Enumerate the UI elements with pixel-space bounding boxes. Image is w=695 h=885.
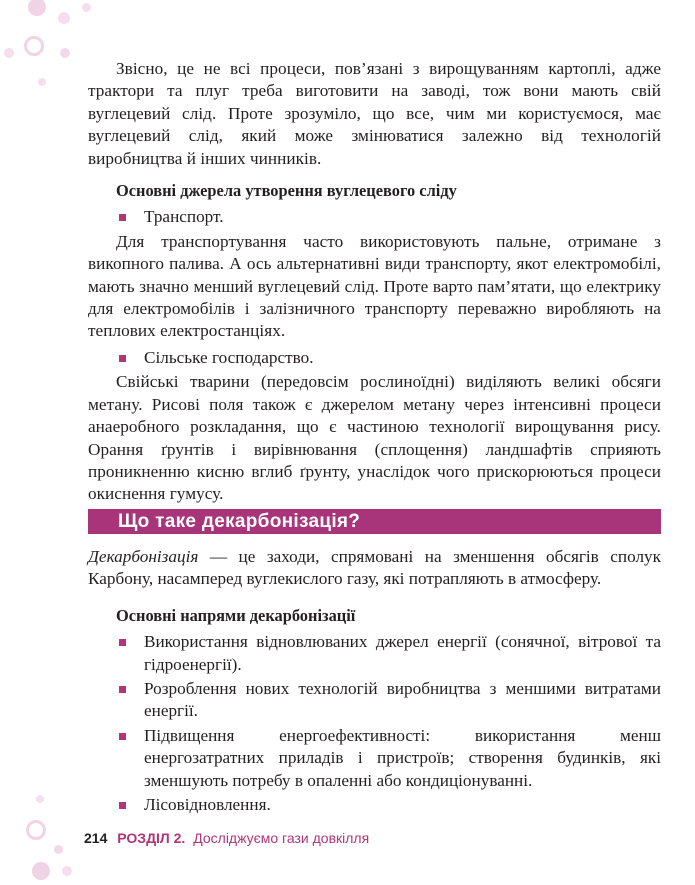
- section-name: Досліджуємо гази довкілля: [193, 830, 370, 846]
- bullet-square-icon: [119, 214, 126, 221]
- definition-text: — це заходи, спрямовані на зменшення обсягів сполук Карбону, насамперед вуглекислого газу, які потрапляють в атмосферу.: [88, 547, 661, 589]
- direction-text: Лісовідновлення.: [144, 795, 271, 815]
- direction-item: [88, 678, 661, 723]
- bullet-square-icon: [119, 639, 126, 646]
- bullet-transport-label: Транспорт.: [144, 207, 224, 227]
- agriculture-paragraph: Свійські тварини (передовсім рослиноїдні) виділяють великі обсяги метану. Рисові поля також є джерелом метану через інтенсивні процеси анаеробного розкладання, що є частиною технології вирощування рису. Орання ґрунтів і вирівнювання (сплощення) ландшафтів сприяють проникненню кисню вглиб ґрунту, унаслідок чого прискорюються процеси окиснення гумусу.: [88, 372, 661, 504]
- section-banner: [88, 509, 661, 534]
- bullet-square-icon: [119, 355, 126, 362]
- definition-paragraph: [88, 546, 661, 591]
- bullet-agriculture: [88, 347, 661, 369]
- section-label: РОЗДІЛ 2.: [117, 830, 186, 846]
- decarbonization-block: [88, 546, 661, 816]
- sources-heading: Основні джерела утворення вуглецевого сліду: [116, 181, 457, 201]
- intro-paragraph: Звісно, це не всі процеси, пов’язані з вирощуванням картоплі, адже трактори та плуг треба виготовити на заводі, тож вони мають свій вуглецевий слід. Проте зрозуміло, що все, чим ми користуємося, має вуглецевий слід, який може змінюватися залежно від технологій виробництва й інших чинників.: [88, 59, 661, 168]
- directions-heading: Основні напрями декарбонізації: [116, 605, 356, 625]
- bullet-agriculture-label: Сільське господарство.: [144, 347, 314, 367]
- section-title: Що таке декарбонізація?: [118, 511, 361, 532]
- bullet-square-icon: [119, 686, 126, 693]
- direction-text: Використання відновлюваних джерел енергії (сонячної, вітрової та гідроенергії).: [144, 632, 661, 674]
- top-text-block: [88, 58, 661, 506]
- definition-term: Декарбонізація: [88, 547, 199, 566]
- bullet-transport: [88, 206, 661, 228]
- direction-text: Розроблення нових технологій виробництва з меншими витратами енергії.: [144, 679, 661, 721]
- bullet-square-icon: [119, 733, 126, 740]
- transport-paragraph: Для транспортування часто використовують пальне, отримане з викопного палива. А ось альтернативні види транспорту, якот електромобілі, мають значно менший вуглецевий слід. Проте варто пам’ятати, що електрику для електромобілів і залізничного транспорту переважно виробляють на теплових електростанціях.: [88, 231, 661, 341]
- direction-item: [88, 794, 661, 816]
- direction-text: Підвищення енергоефективності: використання менш енергозатратних приладів і пристроїв; створення будинків, які зменшують потребу в опаленні або кондиціонуванні.: [144, 725, 661, 790]
- page-number: 214: [84, 830, 108, 846]
- direction-item: [88, 725, 661, 792]
- direction-item: [88, 631, 661, 676]
- bullet-square-icon: [119, 802, 126, 809]
- page-footer: [84, 830, 369, 846]
